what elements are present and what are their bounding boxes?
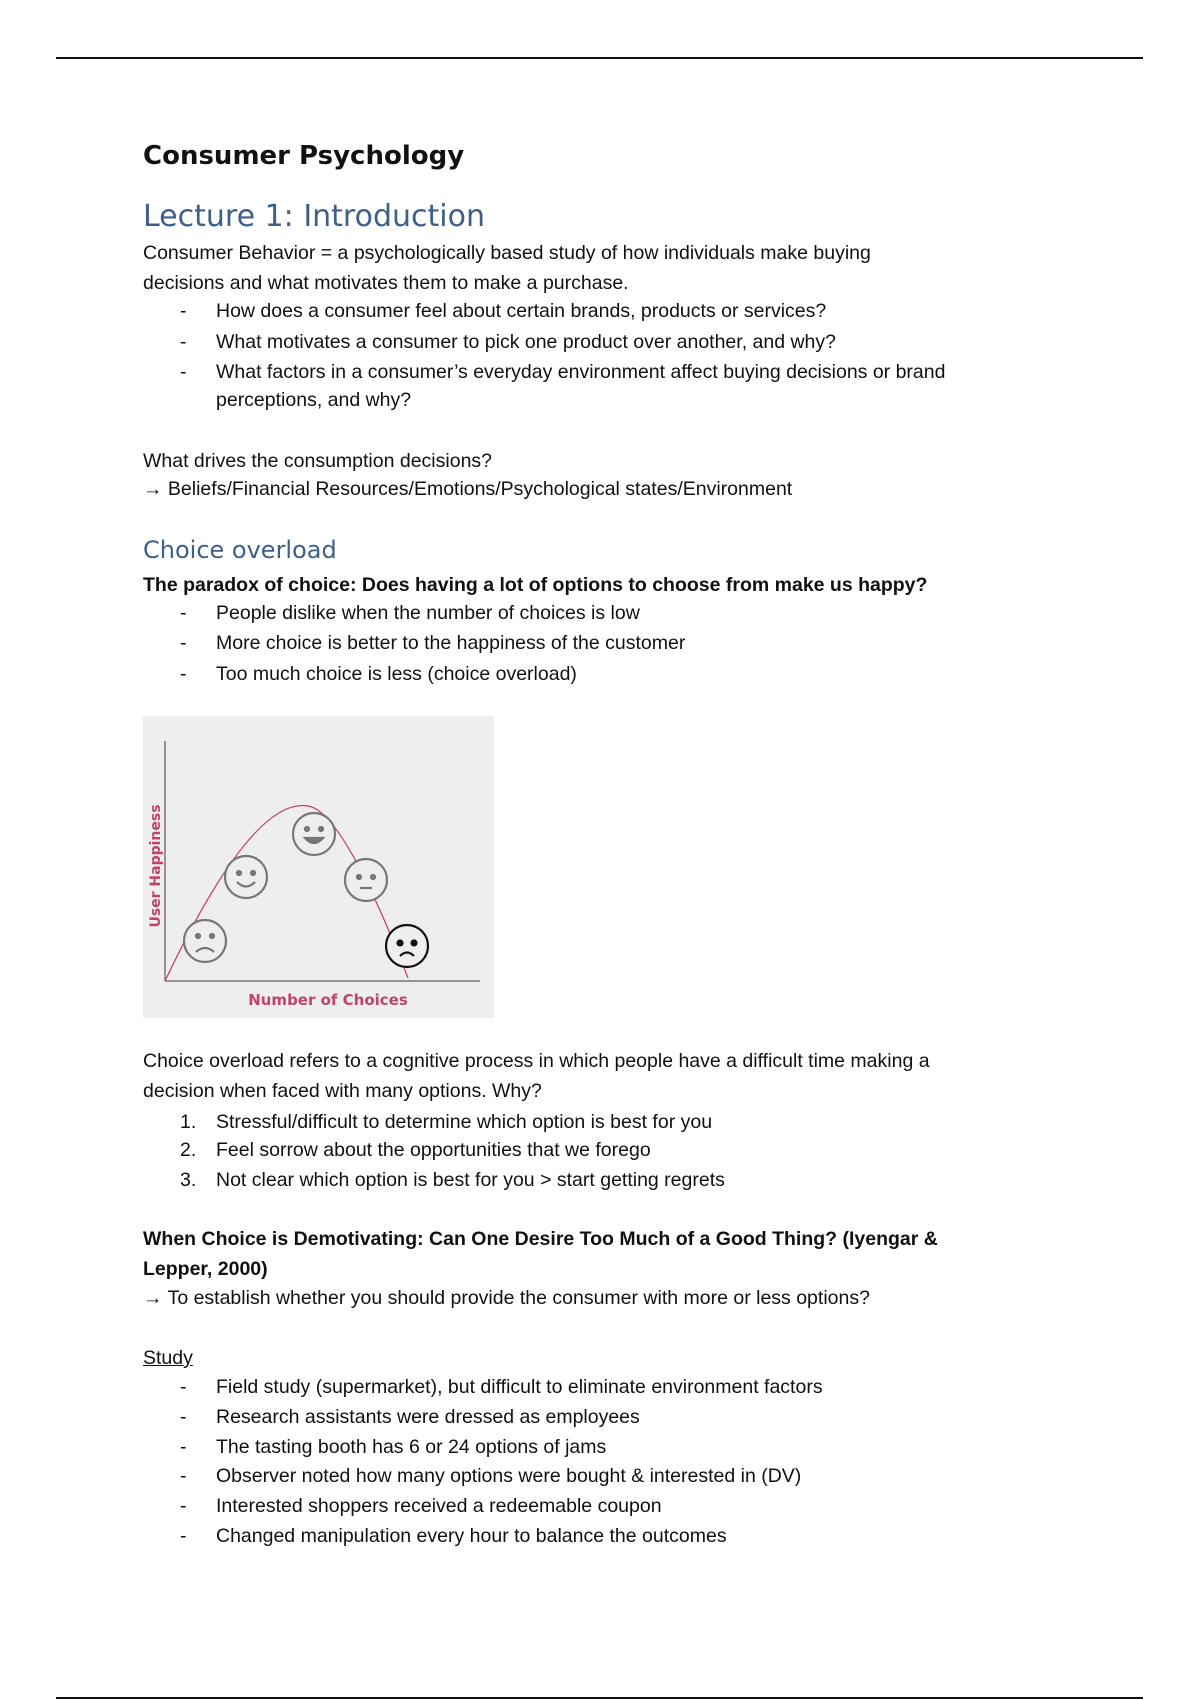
intro-bullet-cont: perceptions, and why? bbox=[216, 389, 412, 411]
study-bullet: Observer noted how many options were bought & interested in (DV) bbox=[216, 1465, 802, 1487]
grin-face-icon bbox=[293, 813, 335, 855]
overload-para: Choice overload refers to a cognitive process in which people have a difficult time making a bbox=[143, 1050, 930, 1072]
lecture-heading: Lecture 1: Introduction bbox=[143, 199, 485, 234]
study-title: When Choice is Demotivating: Can One Desire Too Much of a Good Thing? (Iyengar & bbox=[143, 1228, 938, 1250]
top-rule bbox=[56, 57, 1143, 59]
distressed-face-icon bbox=[386, 925, 428, 967]
study-aim: → To establish whether you should provide the consumer with more or less options? bbox=[143, 1287, 870, 1309]
paradox-question: The paradox of choice: Does having a lot of options to choose from make us happy? bbox=[143, 574, 928, 596]
bullet-dash: - bbox=[180, 1495, 187, 1517]
choice-bullet: Too much choice is less (choice overload) bbox=[216, 663, 577, 685]
bullet-dash: - bbox=[180, 1376, 187, 1398]
bullet-dash: - bbox=[180, 1406, 187, 1428]
list-number: 1. bbox=[180, 1111, 197, 1133]
study-title: Lepper, 2000) bbox=[143, 1258, 268, 1280]
choice-overload-figure bbox=[143, 716, 494, 1018]
numbered-item: Stressful/difficult to determine which option is best for you bbox=[216, 1111, 713, 1133]
bullet-dash: - bbox=[180, 663, 187, 685]
numbered-item: Feel sorrow about the opportunities that we forego bbox=[216, 1139, 651, 1161]
intro-bullet: What motivates a consumer to pick one product over another, and why? bbox=[216, 331, 837, 353]
bullet-dash: - bbox=[180, 632, 187, 654]
study-bullet: The tasting booth has 6 or 24 options of jams bbox=[216, 1436, 607, 1458]
drives-answer: → Beliefs/Financial Resources/Emotions/Psychological states/Environment bbox=[143, 478, 793, 500]
choice-bullet: People dislike when the number of choices is low bbox=[216, 602, 640, 624]
sad-face-icon bbox=[184, 920, 226, 962]
drives-question: What drives the consumption decisions? bbox=[143, 450, 493, 472]
bullet-dash: - bbox=[180, 602, 187, 624]
list-number: 3. bbox=[180, 1169, 197, 1191]
y-axis-label: User Happiness bbox=[148, 804, 164, 928]
bullet-dash: - bbox=[180, 361, 187, 383]
bullet-dash: - bbox=[180, 1436, 187, 1458]
study-label: Study bbox=[143, 1347, 193, 1369]
faces bbox=[184, 813, 428, 967]
x-axis-label: Number of Choices bbox=[248, 991, 408, 1009]
intro-line: decisions and what motivates them to make a purchase. bbox=[143, 272, 629, 294]
neutral-face-icon bbox=[345, 859, 387, 901]
list-number: 2. bbox=[180, 1139, 197, 1161]
bullet-dash: - bbox=[180, 1525, 187, 1547]
bullet-dash: - bbox=[180, 331, 187, 353]
choice-overload-heading: Choice overload bbox=[143, 536, 337, 564]
intro-bullet: What factors in a consumer’s everyday environment affect buying decisions or brand bbox=[216, 361, 946, 383]
study-bullet: Changed manipulation every hour to balance the outcomes bbox=[216, 1525, 727, 1547]
overload-para: decision when faced with many options. Why? bbox=[143, 1080, 542, 1102]
study-bullet: Research assistants were dressed as employees bbox=[216, 1406, 640, 1428]
study-bullet: Interested shoppers received a redeemable coupon bbox=[216, 1495, 662, 1517]
bullet-dash: - bbox=[180, 1465, 187, 1487]
document-title: Consumer Psychology bbox=[143, 141, 465, 171]
bullet-dash: - bbox=[180, 300, 187, 322]
intro-line: Consumer Behavior = a psychologically based study of how individuals make buying bbox=[143, 242, 871, 264]
intro-bullet: How does a consumer feel about certain brands, products or services? bbox=[216, 300, 827, 322]
numbered-item: Not clear which option is best for you > start getting regrets bbox=[216, 1169, 725, 1191]
bottom-rule bbox=[56, 1697, 1143, 1699]
figure-svg bbox=[143, 716, 494, 1018]
smile-face-icon bbox=[225, 856, 267, 898]
study-bullet: Field study (supermarket), but difficult to eliminate environment factors bbox=[216, 1376, 823, 1398]
choice-bullet: More choice is better to the happiness of the customer bbox=[216, 632, 686, 654]
